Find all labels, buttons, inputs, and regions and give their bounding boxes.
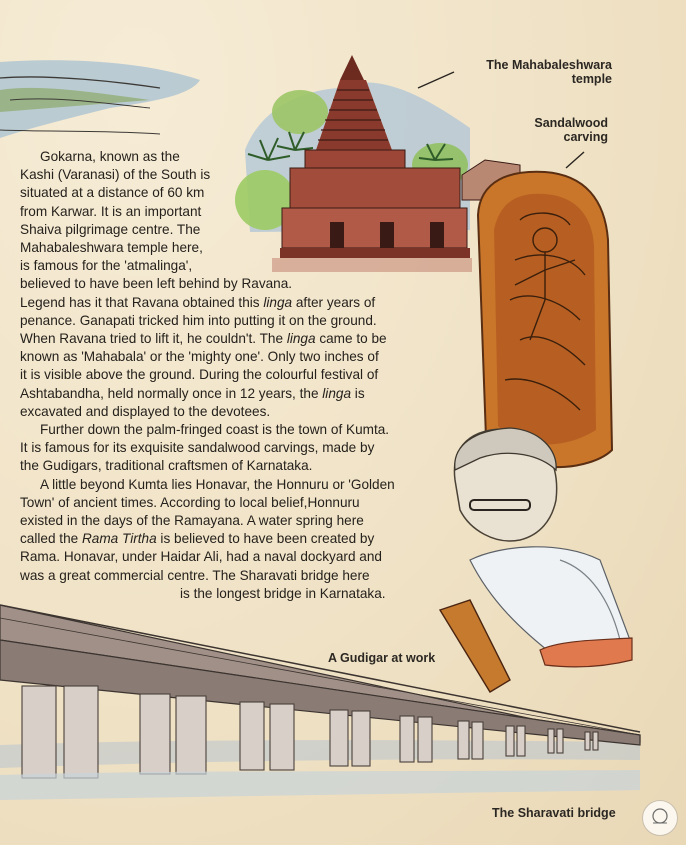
text-line: Town' of ancient times. According to local belief,Honnuru [20,494,360,510]
text-line: the Gudigars, traditional craftsmen of Karnataka. [20,458,313,474]
text-line [20,385,465,403]
text-line: Rama. Honavar, under Haidar Ali, had a naval dockyard and [20,549,382,565]
text-line: situated at a distance of 60 km [20,185,205,201]
text-italic: linga [322,385,352,401]
text-line: is famous for the 'atmalinga', [20,258,193,274]
caption-gudigar: A Gudigar at work [328,651,436,665]
caption-temple-line1: The Mahabaleshwara [486,58,612,72]
text-line: believed to have been left behind by Ravana. [20,276,293,292]
text-line [20,330,465,348]
text-run: Legend has it that Ravana obtained this [20,294,264,310]
gudigar-figure [440,428,632,692]
text-line: It is famous for its exquisite sandalwood carvings, made by [20,440,375,456]
text-line [20,530,465,548]
caption-temple [452,58,612,87]
text-line: from Karwar. It is an important [20,203,202,219]
text-line: excavated and displayed to the devotees. [20,403,271,419]
text-line: known as 'Mahabala' or the 'mighty one'. Only two inches of [20,349,379,365]
text-run: after years of [292,294,376,310]
temple-pointer-line [418,72,454,88]
text-line: existed in the days of the Ramayana. A water spring here [20,513,364,529]
text-line [20,294,465,312]
text-run: came to be [315,331,387,347]
text-run: When Ravana tried to lift it, he couldn't. The [20,331,287,347]
caption-bridge: The Sharavati bridge [492,806,616,820]
paragraph-honavar [20,476,465,603]
text-line: is the longest bridge in Karnataka. [180,585,386,601]
caption-sandalwood [500,116,608,145]
article-body [20,148,465,603]
publisher-logo [642,800,678,836]
text-run: called the [20,531,82,547]
paragraph-gokarna [20,148,465,421]
logo-icon [643,801,677,835]
carving-pointer-line [566,152,584,168]
text-line: A little beyond Kumta lies Honavar, the Honnuru or 'Golden [40,476,395,492]
text-line: penance. Ganapati tricked him into putting it on the ground. [20,312,377,328]
text-line: Further down the palm-fringed coast is the town of Kumta. [40,422,390,438]
text-line: Kashi (Varanasi) of the South is [20,167,211,183]
caption-sandal-line2: carving [563,130,608,145]
text-line: Shaiva pilgrimage centre. The [20,221,201,237]
paragraph-kumta [20,421,465,476]
text-line: Mahabaleshwara temple here, [20,240,203,256]
text-run: is believed to have been created by [156,531,375,547]
text-italic: linga [286,331,316,347]
text-line: Gokarna, known as the [40,149,180,164]
text-line: it is visible above the ground. During the colourful festival of [20,367,379,383]
text-italic: Rama Tirtha [81,531,157,547]
text-run: is [351,385,365,401]
caption-temple-line2: temple [571,72,612,87]
caption-sandal-line1: Sandalwood [534,116,608,130]
text-line: was a great commercial centre. The Sharavati bridge here [20,567,370,583]
text-italic: linga [263,294,293,310]
text-run: Ashtabandha, held normally once in 12 years, the [20,385,323,401]
sandalwood-carving [478,172,612,467]
sky-wash [0,60,200,138]
